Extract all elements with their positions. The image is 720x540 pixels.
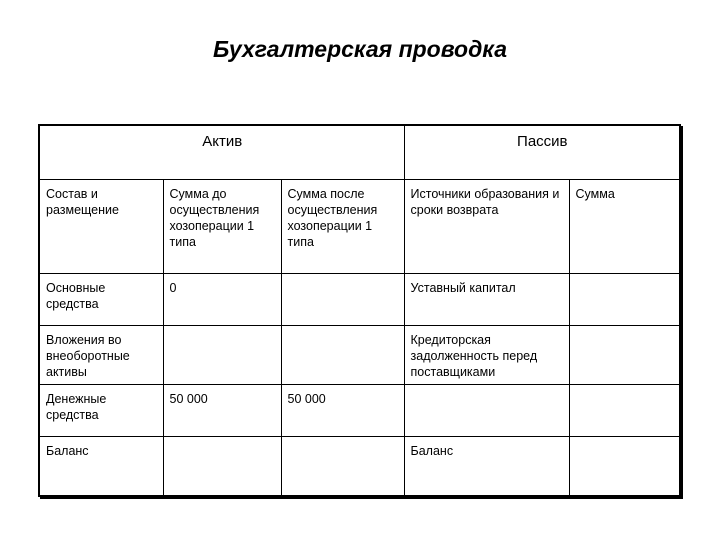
cell: Вложения во внеоборотные активы [39,325,163,384]
cell [569,273,680,325]
aktiv-header: Актив [39,125,404,179]
cell [281,436,404,496]
cell [281,325,404,384]
cell [569,325,680,384]
page-title: Бухгалтерская проводка [212,36,508,62]
passiv-header: Пассив [404,125,680,179]
cell: Денежные средства [39,384,163,436]
col-header-sum: Сумма [569,179,680,273]
cell: 50 000 [281,384,404,436]
col-header-sum-after: Сумма после осуществления хозоперации 1 типа [281,179,404,273]
cell: Основные средства [39,273,163,325]
table-row [39,384,680,436]
col-header-sources: Источники образования и сроки возврата [404,179,569,273]
cell: 0 [163,273,281,325]
accounting-table [38,124,681,497]
table-row [39,325,680,384]
table-row [39,273,680,325]
table-row [39,436,680,496]
cell [404,384,569,436]
cell [569,384,680,436]
cell [163,325,281,384]
cell [163,436,281,496]
table-header-row [39,125,680,179]
cell: Баланс [39,436,163,496]
cell [281,273,404,325]
col-header-composition: Состав и размещение [39,179,163,273]
column-headers-row [39,179,680,273]
cell: Уставный капитал [404,273,569,325]
cell: Кредиторская задолженность перед поставщиками [404,325,569,384]
col-header-sum-before: Сумма до осуществления хозоперации 1 типа [163,179,281,273]
cell: Баланс [404,436,569,496]
cell: 50 000 [163,384,281,436]
cell [569,436,680,496]
